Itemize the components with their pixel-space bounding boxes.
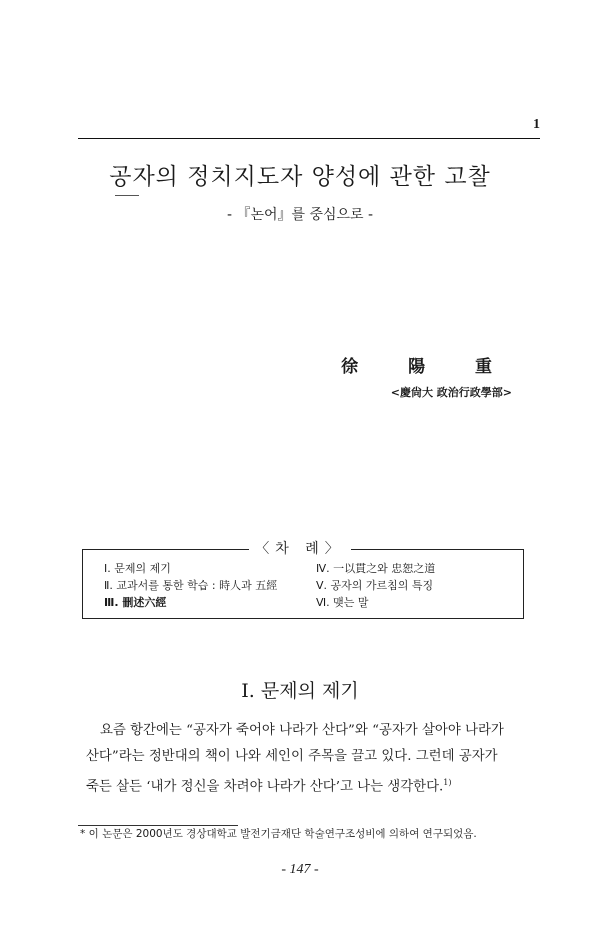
toc-item: Ⅵ. 맺는 말 <box>316 596 369 609</box>
toc-item: Ⅱ. 교과서를 통한 학습 : 時人과 五經 <box>104 579 278 592</box>
toc-item: Ⅰ. 문제의 제기 <box>104 562 171 575</box>
page-number: - 147 - <box>281 862 319 877</box>
author-name: 徐 陽 重 <box>341 357 514 377</box>
header-rule <box>78 138 540 139</box>
paper-title: 공자의 정치지도자 양성에 관한 고찰 <box>109 164 491 190</box>
title-dash-mark <box>115 195 139 196</box>
footnote: * 이 논문은 2000년도 경상대학교 발전기금재단 학술연구조성비에 의하여 연구되었음. <box>80 828 477 840</box>
paragraph-line: 요즘 항간에는 “공자가 죽어야 나라가 산다”와 “공자가 살아야 나라가 <box>100 723 504 738</box>
paper-subtitle: - 『논어』를 중심으로 - <box>226 207 374 223</box>
paragraph-line-last <box>86 770 532 800</box>
toc-heading-label: 〈차 례〉 <box>249 541 351 557</box>
author-affiliation: <慶尙大 政治行政學部> <box>390 386 512 399</box>
section-heading: Ⅰ. 문제의 제기 <box>241 680 359 702</box>
body-paragraph <box>86 718 532 800</box>
toc-item: Ⅳ. 一以貫之와 忠恕之道 <box>316 562 436 575</box>
toc-item: Ⅴ. 공자의 가르침의 특징 <box>316 579 434 592</box>
toc-heading <box>0 538 600 558</box>
footnote-reference: 1) <box>443 778 452 787</box>
running-head-page-number: 1 <box>533 117 540 132</box>
toc-item: Ⅲ. 刪述六經 <box>104 596 167 609</box>
paragraph-line-text: 죽든 살든 ‘내가 정신을 차려야 나라가 산다’고 나는 생각한다. <box>86 779 444 795</box>
paragraph-line: 산다”라는 정반대의 책이 나와 세인이 주목을 끌고 있다. 그런데 공자가 <box>86 749 498 764</box>
